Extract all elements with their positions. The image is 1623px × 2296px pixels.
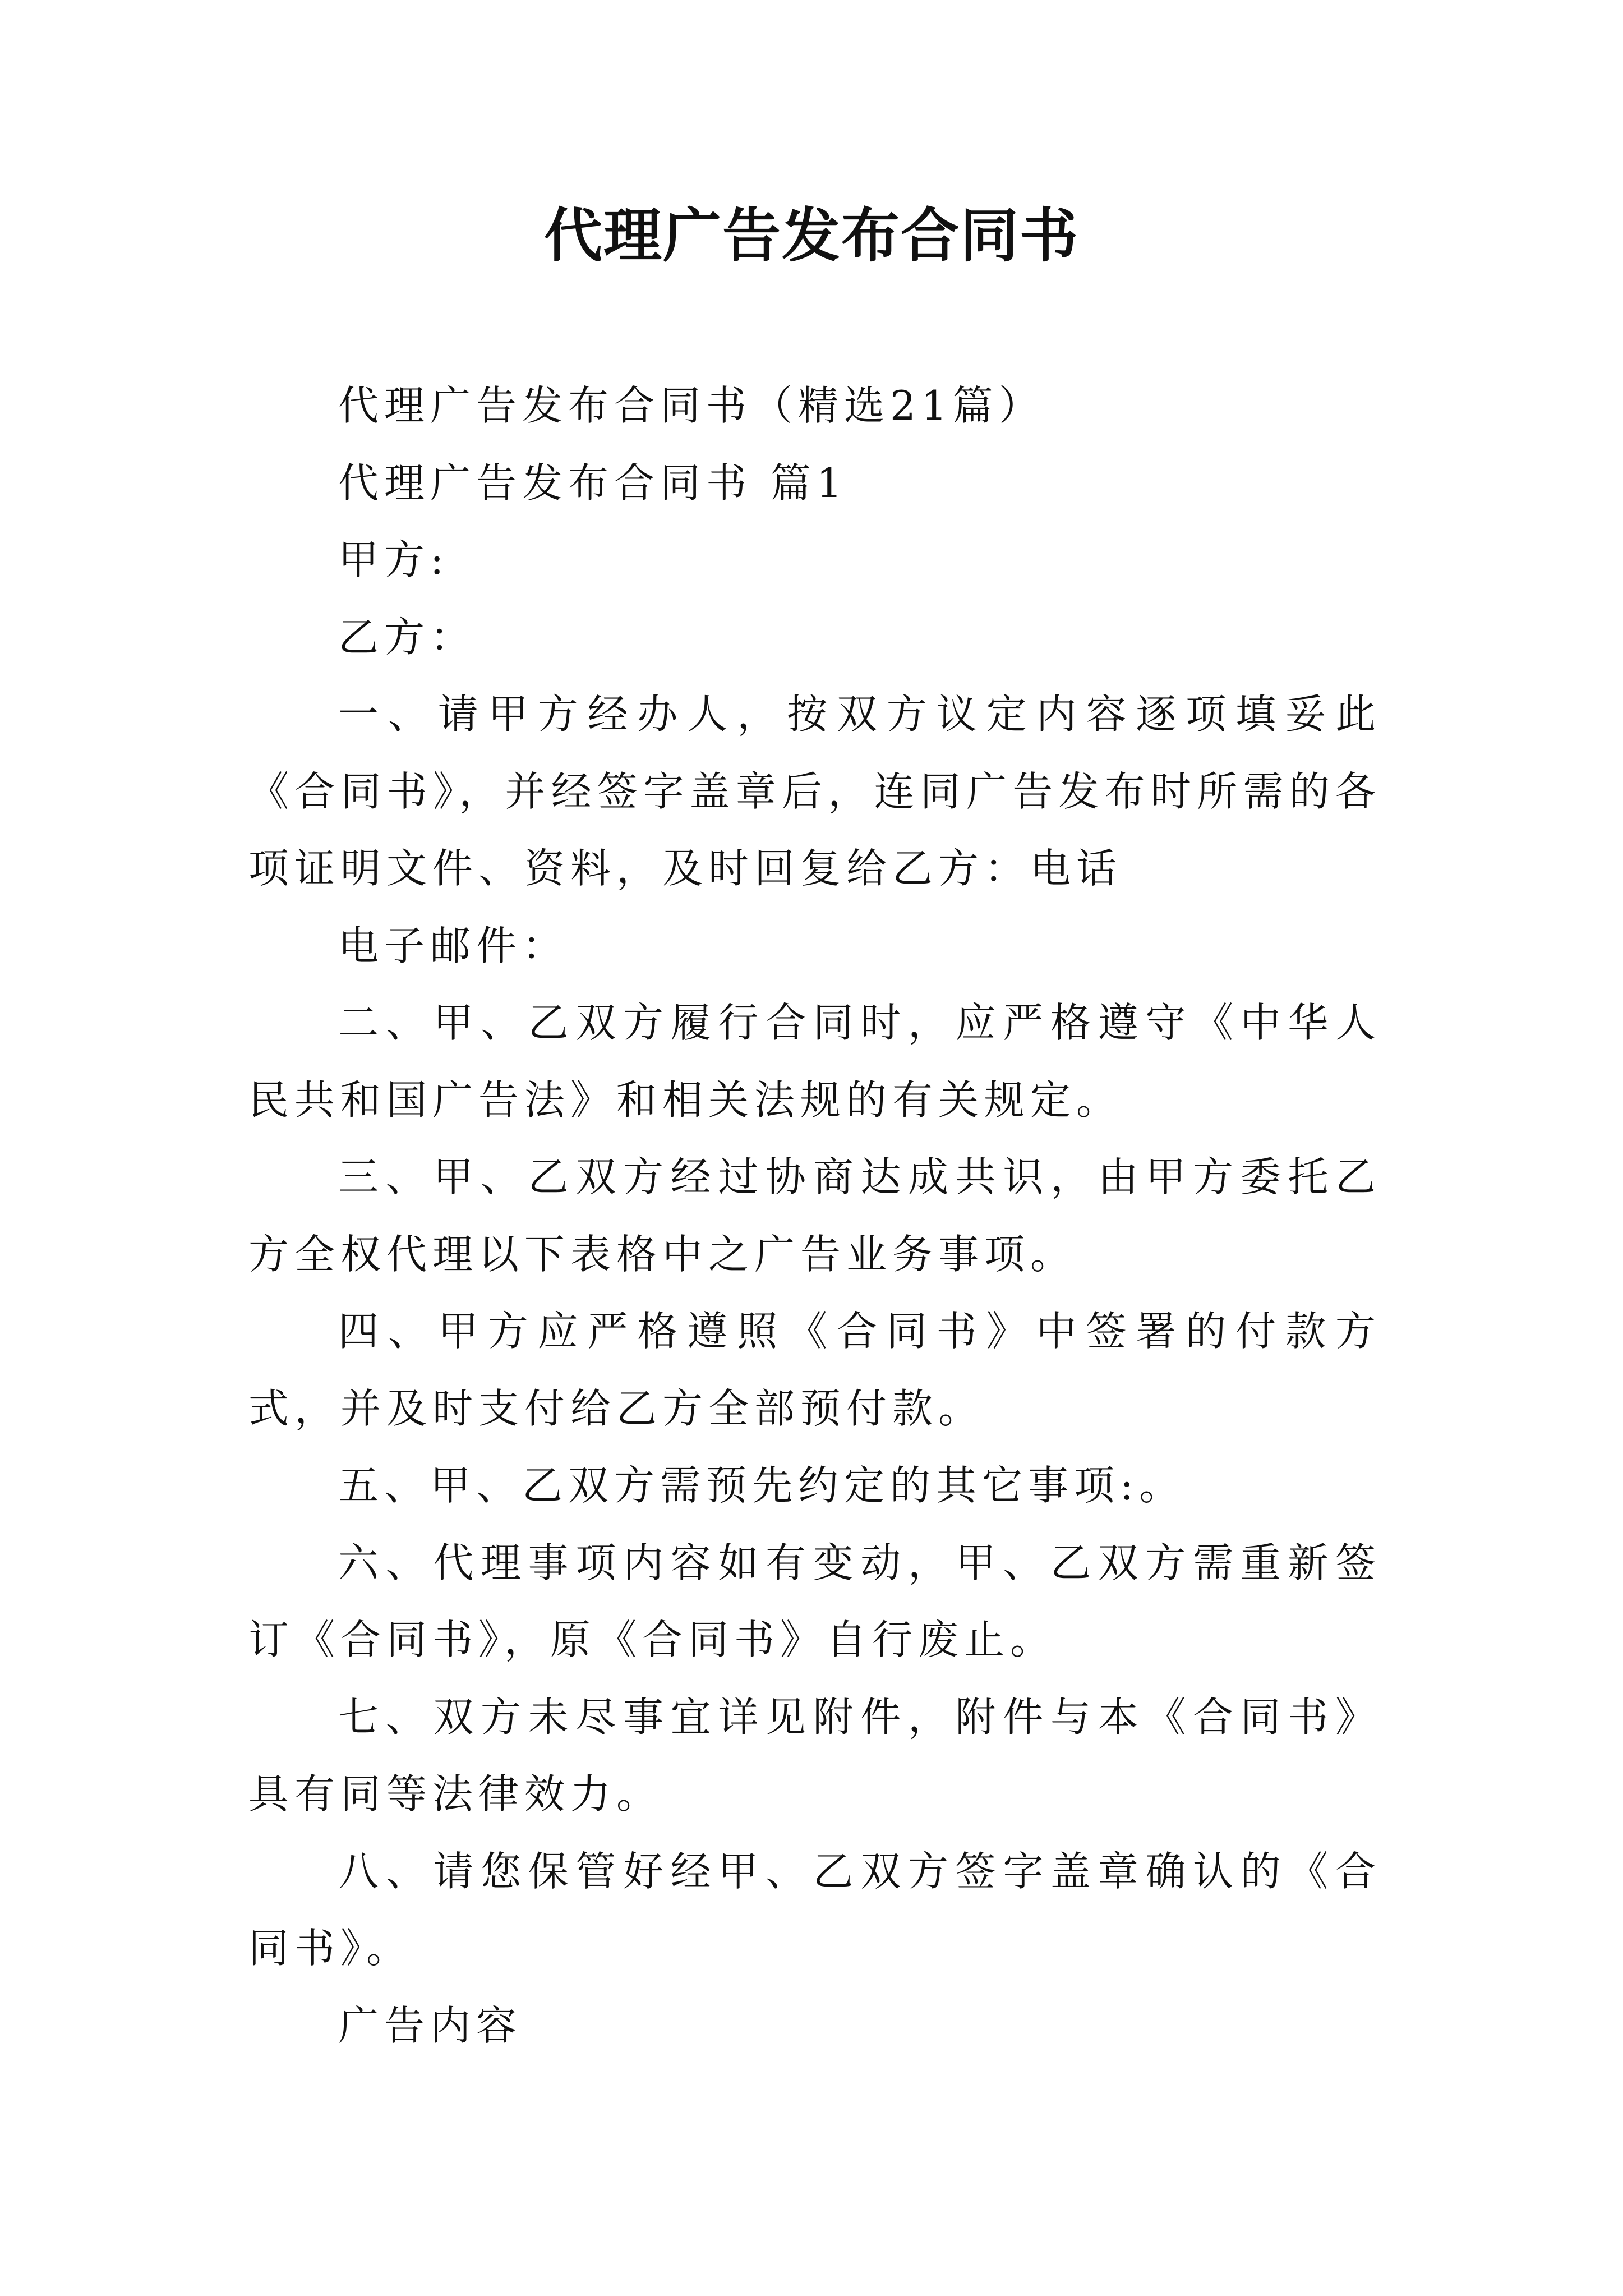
clause-4: 四、甲方应严格遵照《合同书》中签署的付款方式，并及时支付给乙方全部预付款。 [248,1308,1381,1432]
clause-5: 五、甲、乙双方需预先约定的其它事项:。 [338,1462,1186,1509]
document-title: 代理广告发布合同书 [543,201,1079,270]
email-line: 电子邮件： [338,922,569,969]
section-heading: 代理广告发布合同书 篇1 [338,459,848,507]
clause-6: 六、代理事项内容如有变动，甲、乙双方需重新签订《合同书》，原《合同书》自行废止。 [248,1539,1381,1663]
document-body [248,367,1381,2064]
clause-2: 二、甲、乙双方履行合同时，应严格遵守《中华人民共和国广告法》和相关法规的有关规定。 [248,999,1381,1124]
party-a-line: 甲方: [338,536,450,583]
clause-1: 一、请甲方经办人，按双方议定内容逐项填妥此《合同书》，并经签字盖章后，连同广告发布时所需的各项证明文件、资料，及时回复给乙方：电话 [248,691,1381,892]
clause-3: 三、甲、乙双方经过协商达成共识，由甲方委托乙方全权代理以下表格中之广告业务事项。 [248,1153,1381,1278]
party-b-line: 乙方： [338,613,477,661]
ad-content-label: 广告内容 [338,2001,523,2049]
subtitle-line: 代理广告发布合同书（精选21篇） [338,382,1045,429]
clause-7: 七、双方未尽事宜详见附件，附件与本《合同书》具有同等法律效力。 [248,1693,1381,1818]
clause-8: 八、请您保管好经甲、乙双方签字盖章确认的《合同书》。 [248,1847,1381,1972]
